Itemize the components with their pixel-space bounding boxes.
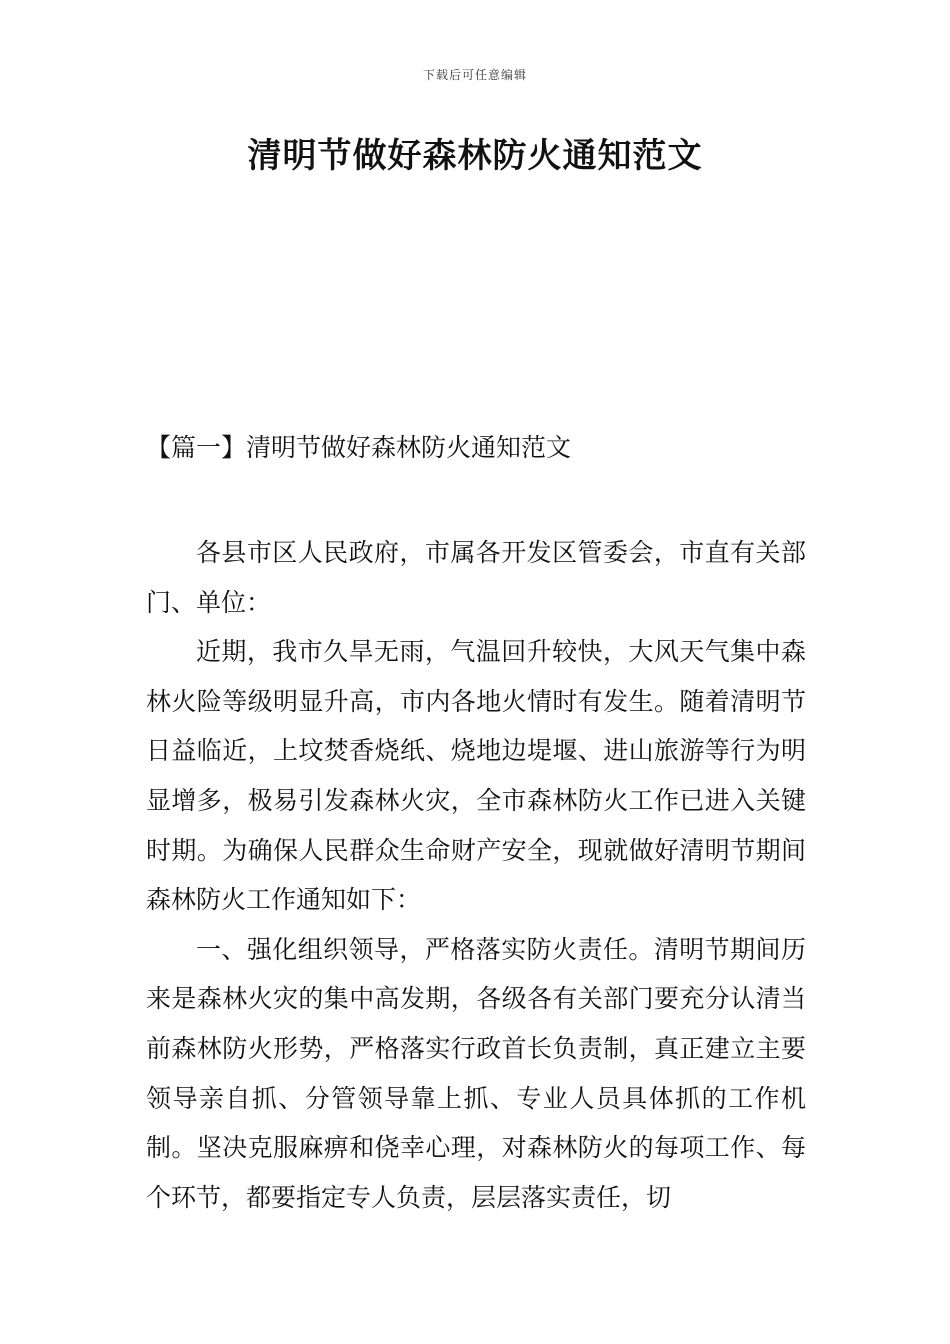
document-body (146, 528, 806, 1222)
paragraph-background: 近期，我市久旱无雨，气温回升较快，大风天气集中森林火险等级明显升高，市内各地火情时有发生。随着清明节日益临近，上坟焚香烧纸、烧地边堤堰、进山旅游等行为明显增多，极易引发森林火灾，全市森林防火工作已进入关键时期。为确保人民群众生命财产安全，现就做好清明节期间森林防火工作通知如下： (146, 637, 806, 915)
header-note: 下载后可任意编辑 (422, 68, 527, 82)
paragraph-salutation: 各县市区人民政府，市属各开发区管委会，市直有关部门、单位： (146, 538, 806, 617)
paragraph-point-one: 一、强化组织领导，严格落实防火责任。清明节期间历来是森林火灾的集中高发期，各级各有关部门要充分认清当前森林防火形势，严格落实行政首长负责制，真正建立主要领导亲自抓、分管领导靠上抓、专业人员具体抓的工作机制。坚决克服麻痹和侥幸心理，对森林防火的每项工作、每个环节，都要指定专人负责，层层落实责任，切 (146, 934, 806, 1212)
section-heading: 【篇一】清明节做好森林防火通知范文 (146, 433, 572, 462)
document-title: 清明节做好森林防火通知范文 (247, 136, 703, 176)
